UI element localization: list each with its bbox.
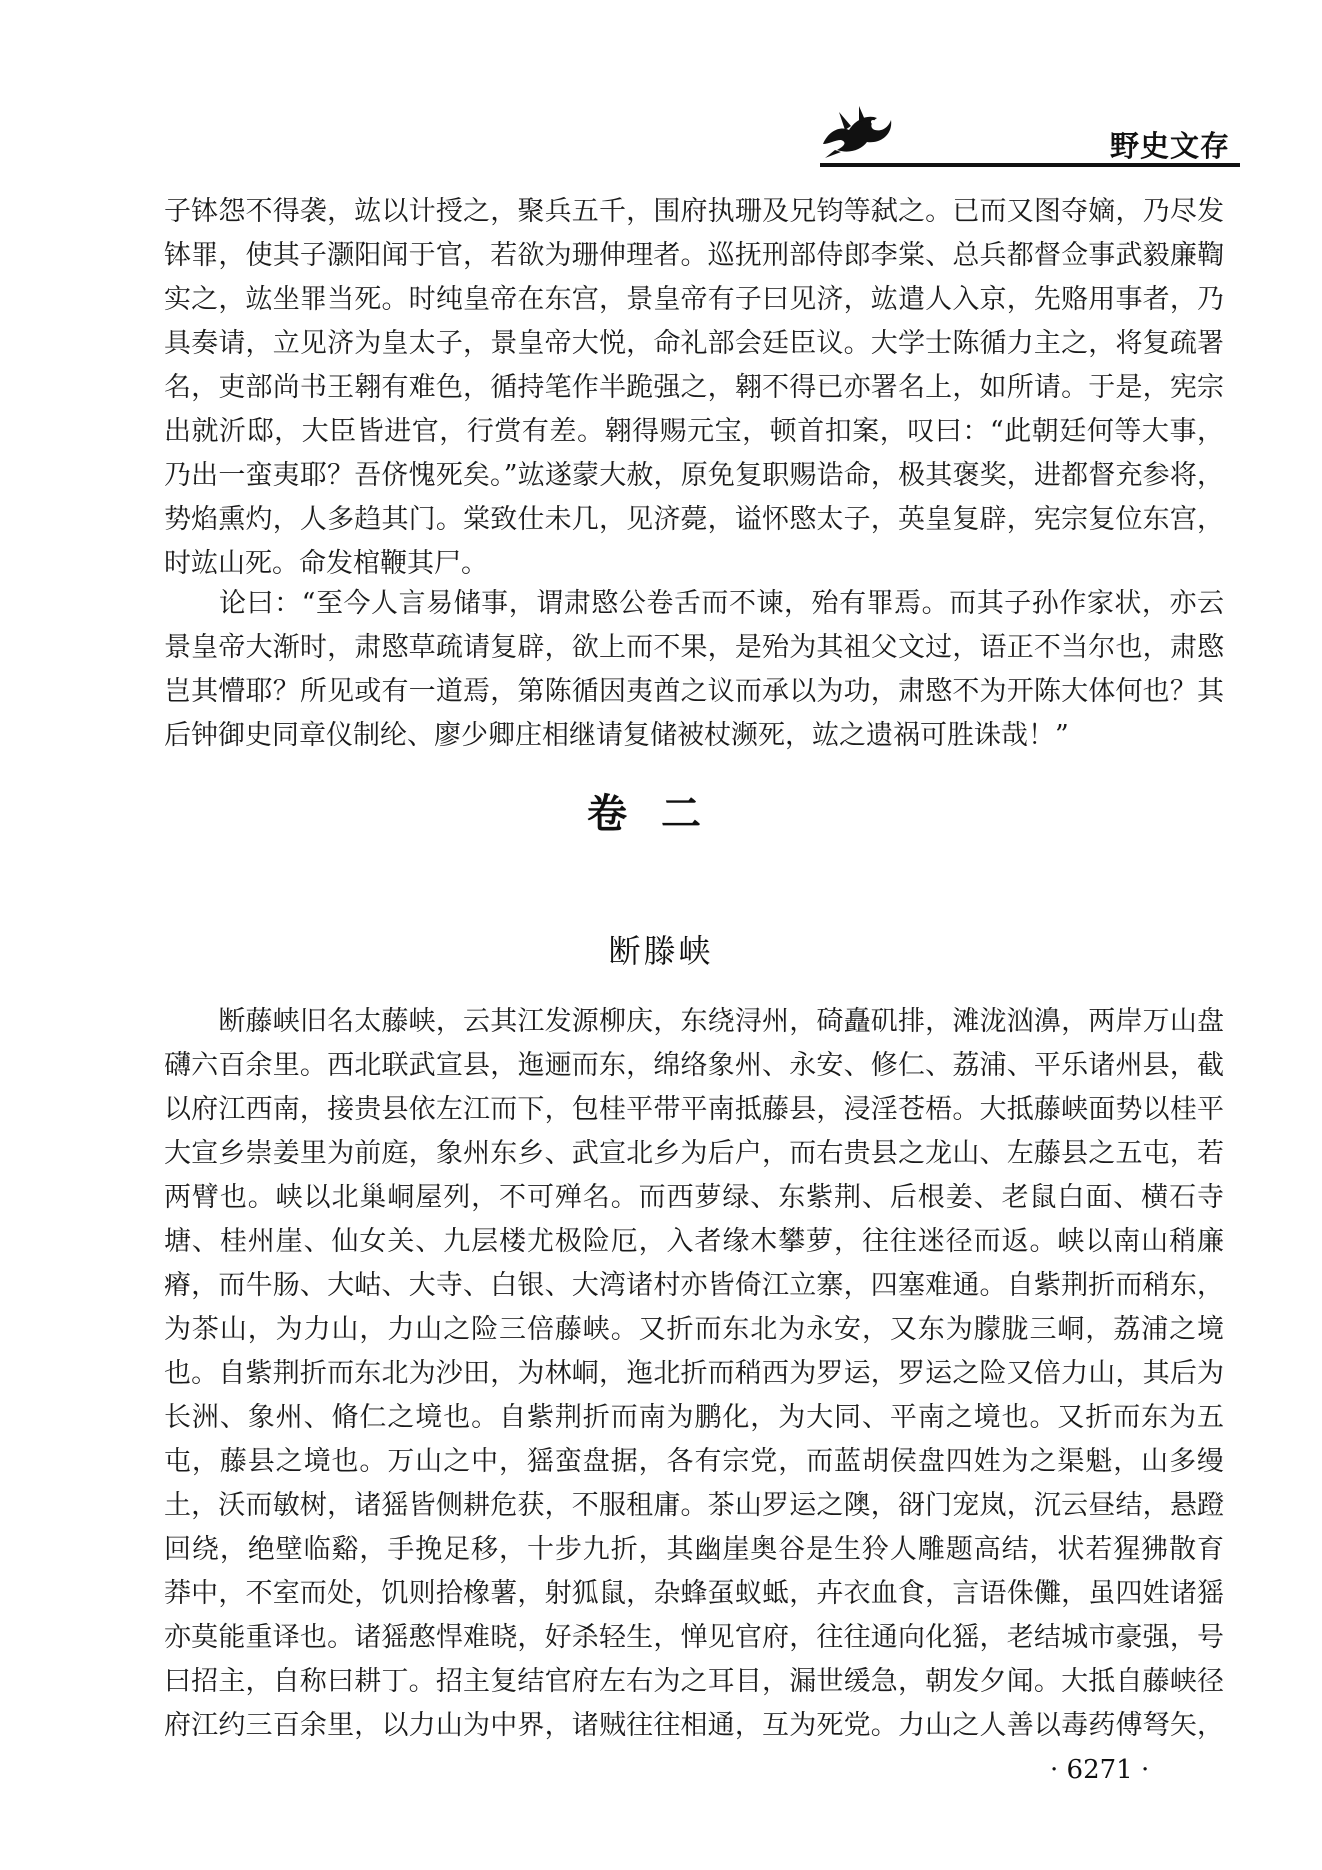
text-line: 塘、桂州崖、仙女关、九层楼尤极险厄，入者缘木攀萝，往往迷径而返。峡以南山稍廉 (164, 1226, 1224, 1257)
text-line: 土，沃而敏树，诸猺皆侧耕危获，不服租庸。茶山罗运之隩，谺门宠岚，沉云昼结，悬蹬 (164, 1490, 1224, 1521)
text-line: 以府江西南，接贵县依左江而下，包桂平带平南抵藤县，浸淫苍梧。大抵藤峡面势以桂平 (164, 1094, 1224, 1125)
running-header (0, 90, 1322, 170)
page-number: · 6271 · (1050, 1755, 1150, 1785)
text-line: 乃出一蛮夷耶？吾侪愧死矣。”竑遂蒙大赦，原免复职赐诰命，极其褒奖，进都督充参将， (164, 460, 1224, 491)
text-line: 子钵怨不得袭，竑以计授之，聚兵五千，围府执珊及兄钧等弑之。已而又图夺嫡，乃尽发 (164, 196, 1224, 227)
text-line: 两臂也。峡以北巢峒屋列，不可殚名。而西萝绿、东紫荆、后根姜、老鼠白面、横石寺 (164, 1182, 1224, 1213)
text-line: 莽中，不室而处，饥则拾橡薯，射狐鼠，杂蜂虿蚁蚳，卉衣血食，言语侏儺，虽四姓诸猺 (164, 1578, 1224, 1609)
text-line: 论曰：“至今人言易储事，谓肃愍公卷舌而不谏，殆有罪焉。而其子孙作家状，亦云 (164, 588, 1224, 619)
text-line: 岂其懵耶？所见或有一道焉，第陈循因夷酋之议而承以为功，肃愍不为开陈大体何也？其 (164, 676, 1224, 707)
text-line: 府江约三百余里，以力山为中界，诸贼往往相通，互为死党。力山之人善以毒药傅弩矢， (164, 1710, 1224, 1741)
section-title: 断滕峡 (608, 932, 714, 970)
text-line: 钵罪，使其子灏阳闻于官，若欲为珊伸理者。巡抚刑部侍郎李棠、总兵都督佥事武毅廉鞫 (164, 240, 1224, 271)
text-line: 时竑山死。命发棺鞭其尸。 (164, 548, 488, 579)
text-line: 屯，藤县之境也。万山之中，猺蛮盘据，各有宗党，而蓝胡侯盘四姓为之渠魁，山多缦 (164, 1446, 1224, 1477)
top-passage (164, 190, 1224, 586)
text-line: 回绕，绝壁临谿，手挽足移，十步九折，其幽崖奥谷是生狑人雕题高结，状若猩狒散育 (164, 1534, 1224, 1565)
text-line: 景皇帝大渐时，肃愍草疏请复辟，欲上而不果，是殆为其祖父文过，语正不当尔也，肃愍 (164, 632, 1224, 663)
text-line: 实之，竑坐罪当死。时纯皇帝在东宫，景皇帝有子曰见济，竑遣人入京，先赂用事者，乃 (164, 284, 1224, 315)
text-line: 大宣乡崇姜里为前庭，象州东乡、武宣北乡为后户，而右贵县之龙山、左藤县之五屯，若 (164, 1138, 1224, 1169)
text-line: 亦莫能重译也。诸猺憨悍难晓，好杀轻生，惮见官府，往往通向化猺，老结城市豪强，号 (164, 1622, 1224, 1653)
juan-title: 卷二 (587, 791, 735, 837)
text-line: 瘠，而牛肠、大岵、大寺、白银、大湾诸村亦皆倚江立寨，四塞难通。自紫荆折而稍东， (164, 1270, 1224, 1301)
text-line: 具奏请，立见济为皇太子，景皇帝大悦，命礼部会廷臣议。大学士陈循力主之，将复疏署 (164, 328, 1224, 359)
text-line: 曰招主，自称曰耕丁。招主复结官府左右为之耳目，漏世缓急，朝发夕闻。大抵自藤峡径 (164, 1666, 1224, 1697)
main-passage (164, 1000, 1224, 1748)
commentary-passage (164, 582, 1224, 758)
text-line: 后钟御史同章仪制纶、廖少卿庄相继请复储被杖濒死，竑之遗祸可胜诛哉！” (164, 720, 1069, 751)
text-line: 长洲、象州、脩仁之境也。自紫荆折而南为鹏化，为大同、平南之境也。又折而东为五 (164, 1402, 1224, 1433)
text-line: 断藤峡旧名太藤峡，云其江发源柳庆，东绕浔州，碕矗矶排，滩泷汹濞，两岸万山盘 (164, 1006, 1224, 1037)
text-line: 为茶山，为力山，力山之险三倍藤峡。又折而东北为永安，又东为朦胧三峒，荔浦之境 (164, 1314, 1224, 1345)
series-title: 野史文存 (1110, 129, 1231, 163)
text-line: 出就沂邸，大臣皆进官，行赏有差。翱得赐元宝，顿首扣案，叹曰：“此朝廷何等大事， (164, 416, 1224, 447)
text-line: 名，吏部尚书王翱有难色，循持笔作半跪强之，翱不得已亦署名上，如所请。于是，宪宗 (164, 372, 1224, 403)
dragon-emblem-icon (815, 100, 895, 160)
header-rule (820, 163, 1240, 167)
text-line: 势焰熏灼，人多趋其门。棠致仕未几，见济薨，谥怀愍太子，英皇复辟，宪宗复位东宫， (164, 504, 1224, 535)
text-line: 也。自紫荆折而东北为沙田，为林峒，迤北折而稍西为罗运，罗运之险又倍力山，其后为 (164, 1358, 1224, 1389)
text-line: 礴六百余里。西北联武宣县，迤逦而东，绵络象州、永安、修仁、荔浦、平乐诸州县，截 (164, 1050, 1224, 1081)
